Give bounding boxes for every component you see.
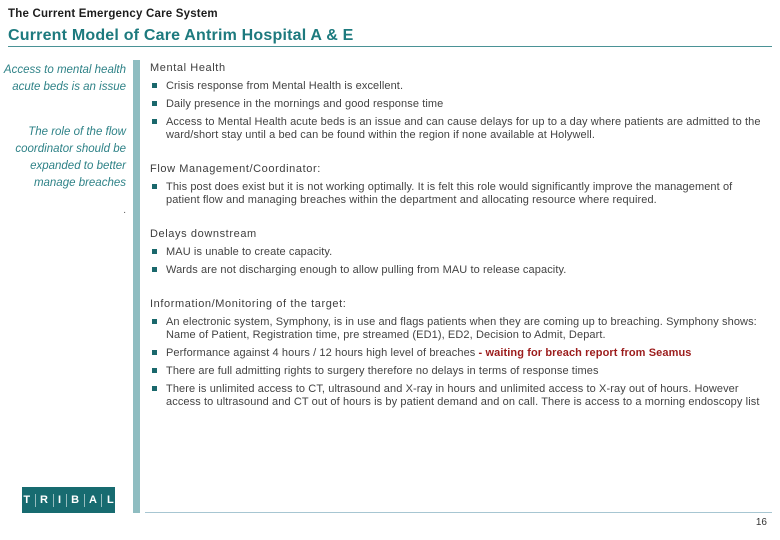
- footer-divider-line: [145, 512, 772, 513]
- sidebar-stray-dot: .: [123, 205, 126, 216]
- bullet-square-icon: [152, 350, 157, 355]
- sidebar-note: Access to mental health acute beds is an issue: [3, 64, 126, 93]
- bullet-square-icon: [152, 386, 157, 391]
- bullet-item: [150, 383, 768, 409]
- bullet-text: There is unlimited access to CT, ultrasound and X-ray in hours and unlimited access to X-ray out of hours. However access to ultrasound and CT out of hours is by patient demand and on call. There is access to a morning endoscopy list: [166, 383, 760, 408]
- logo-letter: I: [53, 494, 66, 507]
- section-heading: Mental Health: [150, 62, 226, 74]
- sidebar-notes: [0, 62, 128, 216]
- bullet-text: There are full admitting rights to surgery therefore no delays in terms of response times: [166, 365, 599, 377]
- bullet-item: [150, 246, 768, 259]
- section-heading: Flow Management/Coordinator:: [150, 163, 321, 175]
- section-heading: Information/Monitoring of the target:: [150, 298, 347, 310]
- bullet-square-icon: [152, 184, 157, 189]
- logo-letter: R: [35, 494, 53, 507]
- bullet-item: [150, 80, 768, 93]
- bullet-square-icon: [152, 83, 157, 88]
- vertical-divider-bar: [133, 60, 140, 513]
- bullet-item: [150, 264, 768, 277]
- logo-letter: L: [101, 494, 118, 507]
- bullet-item: [150, 316, 768, 342]
- logo-letter: T: [23, 493, 31, 506]
- bullet-text: MAU is unable to create capacity.: [166, 246, 333, 258]
- bullet-square-icon: [152, 101, 157, 106]
- tribal-logo: [22, 487, 115, 513]
- bullet-square-icon: [152, 368, 157, 373]
- title-divider-rule: [8, 46, 772, 47]
- slide-eyebrow: The Current Emergency Care System: [8, 8, 218, 20]
- bullet-text: Access to Mental Health acute beds is an issue and can cause delays for up to a day where patients are admitted to the ward/short stay until a bed can be found within the region if none available at Holywell.: [166, 116, 761, 141]
- bullet-item: [150, 365, 768, 378]
- section-delays-downstream: [150, 228, 768, 277]
- bullet-text-normal: Performance against 4 hours / 12 hours high level of breaches: [166, 347, 479, 359]
- bullet-item: [150, 116, 768, 142]
- bullet-item: [150, 181, 768, 207]
- bullet-text: [166, 347, 768, 360]
- bullet-text: An electronic system, Symphony, is in use and flags patients when they are coming up to breaching. Symphony shows: Name of Patient, Registration time, pre streamed (ED1), ED2, Decision to Admit, Depart.: [166, 316, 757, 341]
- bullet-text: This post does exist but it is not working optimally. It is felt this role would significantly improve the management of patient flow and managing breaches within the department and allocating resource where required.: [166, 181, 733, 206]
- bullet-text-highlight: - waiting for breach report from Seamus: [478, 347, 692, 359]
- section-flow-management: [150, 163, 768, 207]
- bullet-text: Crisis response from Mental Health is excellent.: [166, 80, 404, 92]
- bullet-item: [150, 98, 768, 111]
- bullet-square-icon: [152, 319, 157, 324]
- logo-letter: A: [84, 494, 102, 507]
- logo-letter: B: [66, 494, 84, 507]
- bullet-text: Wards are not discharging enough to allow pulling from MAU to release capacity.: [166, 264, 567, 276]
- bullet-square-icon: [152, 119, 157, 124]
- bullet-item: [150, 347, 768, 360]
- section-mental-health: [150, 62, 768, 142]
- bullet-text: Daily presence in the mornings and good response time: [166, 98, 444, 110]
- bullet-square-icon: [152, 249, 157, 254]
- page-title: Current Model of Care Antrim Hospital A & E: [8, 27, 354, 44]
- main-content: [150, 62, 768, 430]
- section-heading: Delays downstream: [150, 228, 257, 240]
- sidebar-note: The role of the flow coordinator should be expanded to better manage breaches: [15, 126, 126, 189]
- bullet-square-icon: [152, 267, 157, 272]
- section-information-monitoring: [150, 298, 768, 409]
- page-number: 16: [755, 517, 767, 528]
